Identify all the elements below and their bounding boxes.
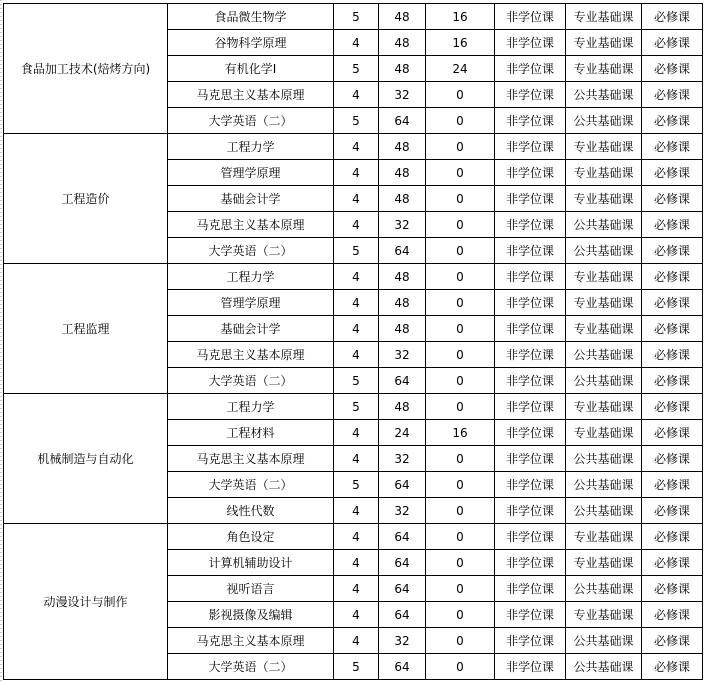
- required-type-cell: 必修课: [642, 316, 703, 342]
- course-category-cell: 公共基础课: [566, 108, 642, 134]
- practice-hours-cell: 0: [426, 576, 495, 602]
- degree-type-cell: 非学位课: [495, 472, 566, 498]
- required-type-cell: 必修课: [642, 472, 703, 498]
- course-category-cell: 专业基础课: [566, 316, 642, 342]
- credits-cell: 4: [334, 498, 379, 524]
- course-category-cell: 专业基础课: [566, 30, 642, 56]
- course-category-cell: 公共基础课: [566, 628, 642, 654]
- course-category-cell: 公共基础课: [566, 576, 642, 602]
- credits-cell: 4: [334, 212, 379, 238]
- course-category-cell: 公共基础课: [566, 446, 642, 472]
- major-name-cell: 机械制造与自动化: [4, 394, 168, 524]
- degree-type-cell: 非学位课: [495, 654, 566, 680]
- course-category-cell: 专业基础课: [566, 56, 642, 82]
- practice-hours-cell: 0: [426, 342, 495, 368]
- course-category-cell: 专业基础课: [566, 160, 642, 186]
- course-category-cell: 公共基础课: [566, 498, 642, 524]
- hours-cell: 48: [379, 56, 426, 82]
- practice-hours-cell: 0: [426, 290, 495, 316]
- degree-type-cell: 非学位课: [495, 290, 566, 316]
- course-name-cell: 基础会计学: [168, 186, 334, 212]
- hours-cell: 48: [379, 30, 426, 56]
- degree-type-cell: 非学位课: [495, 186, 566, 212]
- required-type-cell: 必修课: [642, 186, 703, 212]
- course-category-cell: 专业基础课: [566, 290, 642, 316]
- course-name-cell: 工程力学: [168, 264, 334, 290]
- credits-cell: 5: [334, 368, 379, 394]
- hours-cell: 64: [379, 602, 426, 628]
- practice-hours-cell: 0: [426, 82, 495, 108]
- practice-hours-cell: 0: [426, 134, 495, 160]
- degree-type-cell: 非学位课: [495, 420, 566, 446]
- degree-type-cell: 非学位课: [495, 342, 566, 368]
- credits-cell: 4: [334, 160, 379, 186]
- credits-cell: 4: [334, 264, 379, 290]
- sheet-gridline: [0, 0, 2, 682]
- table-row: [4, 524, 703, 550]
- course-category-cell: 公共基础课: [566, 368, 642, 394]
- course-name-cell: 视听语言: [168, 576, 334, 602]
- required-type-cell: 必修课: [642, 108, 703, 134]
- required-type-cell: 必修课: [642, 264, 703, 290]
- credits-cell: 5: [334, 394, 379, 420]
- major-name-cell: 动漫设计与制作: [4, 524, 168, 680]
- course-category-cell: 公共基础课: [566, 654, 642, 680]
- degree-type-cell: 非学位课: [495, 264, 566, 290]
- hours-cell: 32: [379, 628, 426, 654]
- degree-type-cell: 非学位课: [495, 160, 566, 186]
- course-category-cell: 专业基础课: [566, 602, 642, 628]
- practice-hours-cell: 0: [426, 238, 495, 264]
- credits-cell: 4: [334, 316, 379, 342]
- required-type-cell: 必修课: [642, 524, 703, 550]
- credits-cell: 4: [334, 524, 379, 550]
- course-name-cell: 大学英语（二）: [168, 238, 334, 264]
- degree-type-cell: 非学位课: [495, 602, 566, 628]
- course-name-cell: 马克思主义基本原理: [168, 82, 334, 108]
- major-name-cell: 工程监理: [4, 264, 168, 394]
- practice-hours-cell: 0: [426, 108, 495, 134]
- required-type-cell: 必修课: [642, 394, 703, 420]
- degree-type-cell: 非学位课: [495, 550, 566, 576]
- required-type-cell: 必修课: [642, 498, 703, 524]
- required-type-cell: 必修课: [642, 30, 703, 56]
- hours-cell: 64: [379, 576, 426, 602]
- required-type-cell: 必修课: [642, 628, 703, 654]
- practice-hours-cell: 0: [426, 628, 495, 654]
- degree-type-cell: 非学位课: [495, 628, 566, 654]
- degree-type-cell: 非学位课: [495, 134, 566, 160]
- practice-hours-cell: 16: [426, 4, 495, 30]
- course-category-cell: 公共基础课: [566, 238, 642, 264]
- hours-cell: 32: [379, 342, 426, 368]
- credits-cell: 4: [334, 446, 379, 472]
- course-category-cell: 公共基础课: [566, 342, 642, 368]
- required-type-cell: 必修课: [642, 56, 703, 82]
- course-name-cell: 角色设定: [168, 524, 334, 550]
- hours-cell: 32: [379, 212, 426, 238]
- course-category-cell: 专业基础课: [566, 186, 642, 212]
- credits-cell: 4: [334, 550, 379, 576]
- major-name-cell: 工程造价: [4, 134, 168, 264]
- required-type-cell: 必修课: [642, 602, 703, 628]
- course-name-cell: 有机化学I: [168, 56, 334, 82]
- practice-hours-cell: 16: [426, 420, 495, 446]
- course-category-cell: 专业基础课: [566, 134, 642, 160]
- course-category-cell: 专业基础课: [566, 420, 642, 446]
- hours-cell: 48: [379, 316, 426, 342]
- degree-type-cell: 非学位课: [495, 238, 566, 264]
- credits-cell: 5: [334, 56, 379, 82]
- course-category-cell: 专业基础课: [566, 524, 642, 550]
- credits-cell: 4: [334, 290, 379, 316]
- required-type-cell: 必修课: [642, 134, 703, 160]
- course-name-cell: 马克思主义基本原理: [168, 628, 334, 654]
- required-type-cell: 必修课: [642, 160, 703, 186]
- credits-cell: 4: [334, 186, 379, 212]
- required-type-cell: 必修课: [642, 576, 703, 602]
- major-name-cell: 食品加工技术(焙烤方向): [4, 4, 168, 134]
- hours-cell: 64: [379, 368, 426, 394]
- required-type-cell: 必修课: [642, 368, 703, 394]
- degree-type-cell: 非学位课: [495, 576, 566, 602]
- course-name-cell: 食品微生物学: [168, 4, 334, 30]
- course-category-cell: 专业基础课: [566, 264, 642, 290]
- hours-cell: 32: [379, 498, 426, 524]
- practice-hours-cell: 0: [426, 186, 495, 212]
- table-row: [4, 394, 703, 420]
- credits-cell: 4: [334, 342, 379, 368]
- credits-cell: 4: [334, 420, 379, 446]
- credits-cell: 5: [334, 4, 379, 30]
- hours-cell: 48: [379, 264, 426, 290]
- credits-cell: 4: [334, 30, 379, 56]
- hours-cell: 64: [379, 524, 426, 550]
- required-type-cell: 必修课: [642, 654, 703, 680]
- practice-hours-cell: 0: [426, 550, 495, 576]
- required-type-cell: 必修课: [642, 82, 703, 108]
- degree-type-cell: 非学位课: [495, 56, 566, 82]
- required-type-cell: 必修课: [642, 342, 703, 368]
- hours-cell: 64: [379, 238, 426, 264]
- course-name-cell: 工程力学: [168, 394, 334, 420]
- course-table-body: [4, 4, 703, 680]
- course-category-cell: 专业基础课: [566, 394, 642, 420]
- hours-cell: 48: [379, 134, 426, 160]
- course-name-cell: 马克思主义基本原理: [168, 446, 334, 472]
- course-name-cell: 谷物科学原理: [168, 30, 334, 56]
- credits-cell: 5: [334, 108, 379, 134]
- required-type-cell: 必修课: [642, 4, 703, 30]
- course-name-cell: 基础会计学: [168, 316, 334, 342]
- course-name-cell: 线性代数: [168, 498, 334, 524]
- course-category-cell: 公共基础课: [566, 82, 642, 108]
- course-name-cell: 马克思主义基本原理: [168, 342, 334, 368]
- course-name-cell: 工程材料: [168, 420, 334, 446]
- required-type-cell: 必修课: [642, 212, 703, 238]
- hours-cell: 64: [379, 654, 426, 680]
- course-name-cell: 管理学原理: [168, 160, 334, 186]
- degree-type-cell: 非学位课: [495, 394, 566, 420]
- practice-hours-cell: 0: [426, 498, 495, 524]
- credits-cell: 5: [334, 654, 379, 680]
- degree-type-cell: 非学位课: [495, 524, 566, 550]
- practice-hours-cell: 0: [426, 212, 495, 238]
- degree-type-cell: 非学位课: [495, 316, 566, 342]
- course-name-cell: 大学英语（二）: [168, 108, 334, 134]
- degree-type-cell: 非学位课: [495, 82, 566, 108]
- credits-cell: 4: [334, 134, 379, 160]
- practice-hours-cell: 0: [426, 316, 495, 342]
- credits-cell: 4: [334, 628, 379, 654]
- required-type-cell: 必修课: [642, 420, 703, 446]
- hours-cell: 48: [379, 4, 426, 30]
- degree-type-cell: 非学位课: [495, 446, 566, 472]
- hours-cell: 48: [379, 186, 426, 212]
- required-type-cell: 必修课: [642, 446, 703, 472]
- required-type-cell: 必修课: [642, 238, 703, 264]
- course-category-cell: 公共基础课: [566, 212, 642, 238]
- required-type-cell: 必修课: [642, 290, 703, 316]
- course-category-cell: 专业基础课: [566, 550, 642, 576]
- credits-cell: 5: [334, 238, 379, 264]
- practice-hours-cell: 16: [426, 30, 495, 56]
- course-name-cell: 计算机辅助设计: [168, 550, 334, 576]
- hours-cell: 48: [379, 290, 426, 316]
- practice-hours-cell: 0: [426, 160, 495, 186]
- course-category-cell: 公共基础课: [566, 472, 642, 498]
- practice-hours-cell: 0: [426, 472, 495, 498]
- practice-hours-cell: 0: [426, 368, 495, 394]
- practice-hours-cell: 0: [426, 654, 495, 680]
- degree-type-cell: 非学位课: [495, 212, 566, 238]
- course-name-cell: 大学英语（二）: [168, 368, 334, 394]
- course-name-cell: 马克思主义基本原理: [168, 212, 334, 238]
- degree-type-cell: 非学位课: [495, 108, 566, 134]
- hours-cell: 64: [379, 550, 426, 576]
- course-name-cell: 工程力学: [168, 134, 334, 160]
- credits-cell: 5: [334, 472, 379, 498]
- credits-cell: 4: [334, 82, 379, 108]
- table-row: [4, 4, 703, 30]
- course-table: [3, 3, 703, 680]
- degree-type-cell: 非学位课: [495, 498, 566, 524]
- credits-cell: 4: [334, 602, 379, 628]
- hours-cell: 64: [379, 108, 426, 134]
- practice-hours-cell: 0: [426, 602, 495, 628]
- degree-type-cell: 非学位课: [495, 4, 566, 30]
- course-category-cell: 专业基础课: [566, 4, 642, 30]
- course-name-cell: 大学英语（二）: [168, 472, 334, 498]
- degree-type-cell: 非学位课: [495, 368, 566, 394]
- hours-cell: 24: [379, 420, 426, 446]
- table-row: [4, 134, 703, 160]
- degree-type-cell: 非学位课: [495, 30, 566, 56]
- credits-cell: 4: [334, 576, 379, 602]
- practice-hours-cell: 24: [426, 56, 495, 82]
- hours-cell: 32: [379, 446, 426, 472]
- course-name-cell: 管理学原理: [168, 290, 334, 316]
- practice-hours-cell: 0: [426, 524, 495, 550]
- required-type-cell: 必修课: [642, 550, 703, 576]
- hours-cell: 48: [379, 160, 426, 186]
- hours-cell: 32: [379, 82, 426, 108]
- practice-hours-cell: 0: [426, 394, 495, 420]
- hours-cell: 64: [379, 472, 426, 498]
- hours-cell: 48: [379, 394, 426, 420]
- course-name-cell: 影视摄像及编辑: [168, 602, 334, 628]
- practice-hours-cell: 0: [426, 446, 495, 472]
- course-name-cell: 大学英语（二）: [168, 654, 334, 680]
- practice-hours-cell: 0: [426, 264, 495, 290]
- table-row: [4, 264, 703, 290]
